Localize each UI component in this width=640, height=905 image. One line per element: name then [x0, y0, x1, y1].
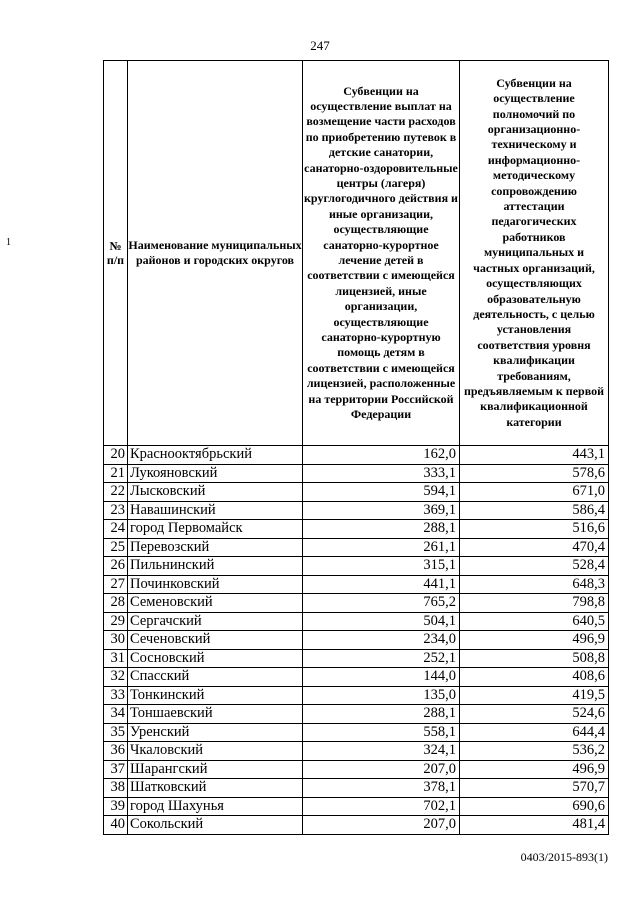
subvention-sanatorium-value: 261,1 — [303, 538, 460, 557]
subvention-sanatorium-value: 207,0 — [303, 816, 460, 835]
document-code: 0403/2015-893(1) — [520, 850, 608, 864]
row-number: 27 — [104, 575, 128, 594]
district-name: Уренский — [128, 723, 303, 742]
district-name: Тоншаевский — [128, 705, 303, 724]
subvention-sanatorium-value: 234,0 — [303, 631, 460, 650]
table-row — [104, 649, 609, 668]
table-row — [104, 797, 609, 816]
table-row — [104, 668, 609, 687]
table-row — [104, 779, 609, 798]
header-number: № п/п — [104, 61, 128, 446]
row-number: 24 — [104, 520, 128, 539]
subvention-sanatorium-value: 288,1 — [303, 520, 460, 539]
row-number: 38 — [104, 779, 128, 798]
row-number: 28 — [104, 594, 128, 613]
district-name: Тонкинский — [128, 686, 303, 705]
row-number: 20 — [104, 446, 128, 465]
row-number: 32 — [104, 668, 128, 687]
subvention-sanatorium-value: 702,1 — [303, 797, 460, 816]
district-name: Лысковский — [128, 483, 303, 502]
subvention-attestation-value: 528,4 — [460, 557, 609, 576]
subvention-attestation-value: 671,0 — [460, 483, 609, 502]
table-row — [104, 446, 609, 465]
table-row — [104, 612, 609, 631]
table-row — [104, 686, 609, 705]
row-number: 39 — [104, 797, 128, 816]
district-name: Сосновский — [128, 649, 303, 668]
row-number: 40 — [104, 816, 128, 835]
subvention-attestation-value: 496,9 — [460, 631, 609, 650]
subvention-attestation-value: 508,8 — [460, 649, 609, 668]
district-name: Шатковский — [128, 779, 303, 798]
page-number: 247 — [310, 38, 330, 53]
subventions-table — [103, 60, 609, 835]
subvention-attestation-value: 408,6 — [460, 668, 609, 687]
district-name: город Первомайск — [128, 520, 303, 539]
subvention-attestation-value: 496,9 — [460, 760, 609, 779]
subvention-attestation-value: 536,2 — [460, 742, 609, 761]
header-subvention-attestation: Субвенции на осуществление полномочий по организационно-техническому и информационно-методическому сопровождению аттестации педагогических работников муниципальных и частных организаций, осуществляющих образовательную деятельность, с целью установления соответствия уровня квалификации требованиям, предъявляемым к первой квалификационной категории — [460, 61, 609, 446]
subvention-sanatorium-value: 369,1 — [303, 501, 460, 520]
subvention-sanatorium-value: 378,1 — [303, 779, 460, 798]
table-row — [104, 723, 609, 742]
margin-mark: 1 — [6, 237, 11, 248]
table-row — [104, 742, 609, 761]
district-name: Спасский — [128, 668, 303, 687]
district-name: Сергачский — [128, 612, 303, 631]
subvention-sanatorium-value: 135,0 — [303, 686, 460, 705]
subvention-attestation-value: 690,6 — [460, 797, 609, 816]
subvention-attestation-value: 516,6 — [460, 520, 609, 539]
subvention-attestation-value: 578,6 — [460, 464, 609, 483]
district-name: Чкаловский — [128, 742, 303, 761]
subvention-sanatorium-value: 765,2 — [303, 594, 460, 613]
subvention-sanatorium-value: 207,0 — [303, 760, 460, 779]
district-name: Сеченовский — [128, 631, 303, 650]
row-number: 23 — [104, 501, 128, 520]
table-row — [104, 520, 609, 539]
district-name: город Шахунья — [128, 797, 303, 816]
subvention-attestation-value: 798,8 — [460, 594, 609, 613]
row-number: 30 — [104, 631, 128, 650]
subvention-attestation-value: 481,4 — [460, 816, 609, 835]
subvention-sanatorium-value: 162,0 — [303, 446, 460, 465]
table-row — [104, 594, 609, 613]
header-name: Наименование муниципальных районов и городских округов — [128, 61, 303, 446]
subvention-attestation-value: 443,1 — [460, 446, 609, 465]
table-row — [104, 705, 609, 724]
row-number: 35 — [104, 723, 128, 742]
subvention-sanatorium-value: 594,1 — [303, 483, 460, 502]
subvention-sanatorium-value: 315,1 — [303, 557, 460, 576]
district-name: Навашинский — [128, 501, 303, 520]
row-number: 26 — [104, 557, 128, 576]
row-number: 21 — [104, 464, 128, 483]
subvention-attestation-value: 640,5 — [460, 612, 609, 631]
district-name: Сокольский — [128, 816, 303, 835]
district-name: Перевозский — [128, 538, 303, 557]
row-number: 25 — [104, 538, 128, 557]
district-name: Шарангский — [128, 760, 303, 779]
subvention-attestation-value: 570,7 — [460, 779, 609, 798]
table-row — [104, 538, 609, 557]
district-name: Пильнинский — [128, 557, 303, 576]
table-row — [104, 816, 609, 835]
subvention-sanatorium-value: 252,1 — [303, 649, 460, 668]
table-row — [104, 464, 609, 483]
district-name: Краснооктябрьский — [128, 446, 303, 465]
subvention-attestation-value: 470,4 — [460, 538, 609, 557]
table-row — [104, 501, 609, 520]
table-row — [104, 557, 609, 576]
row-number: 36 — [104, 742, 128, 761]
table-header-row — [104, 61, 609, 446]
table-row — [104, 483, 609, 502]
subvention-attestation-value: 586,4 — [460, 501, 609, 520]
subvention-attestation-value: 648,3 — [460, 575, 609, 594]
table-row — [104, 760, 609, 779]
subvention-attestation-value: 644,4 — [460, 723, 609, 742]
district-name: Лукояновский — [128, 464, 303, 483]
table-row — [104, 631, 609, 650]
row-number: 37 — [104, 760, 128, 779]
subvention-sanatorium-value: 144,0 — [303, 668, 460, 687]
subvention-sanatorium-value: 504,1 — [303, 612, 460, 631]
header-subvention-sanatorium: Субвенции на осуществление выплат на возмещение части расходов по приобретению путевок в детские санатории, санаторно-оздоровительные центры (лагеря) круглогодичного действия и иные организации, осуществляющие санаторно-курортное лечение детей в соответствии с имеющейся лицензией, иные организации, осуществляющие санаторно-курортную помощь детям в соответствии с имеющейся лицензией, расположенные на территории Российской Федерации — [303, 61, 460, 446]
subvention-sanatorium-value: 288,1 — [303, 705, 460, 724]
row-number: 34 — [104, 705, 128, 724]
subvention-attestation-value: 524,6 — [460, 705, 609, 724]
subvention-sanatorium-value: 441,1 — [303, 575, 460, 594]
row-number: 29 — [104, 612, 128, 631]
subvention-attestation-value: 419,5 — [460, 686, 609, 705]
row-number: 33 — [104, 686, 128, 705]
subvention-sanatorium-value: 324,1 — [303, 742, 460, 761]
subvention-sanatorium-value: 333,1 — [303, 464, 460, 483]
row-number: 22 — [104, 483, 128, 502]
subvention-sanatorium-value: 558,1 — [303, 723, 460, 742]
table-row — [104, 575, 609, 594]
row-number: 31 — [104, 649, 128, 668]
district-name: Семеновский — [128, 594, 303, 613]
district-name: Починковский — [128, 575, 303, 594]
